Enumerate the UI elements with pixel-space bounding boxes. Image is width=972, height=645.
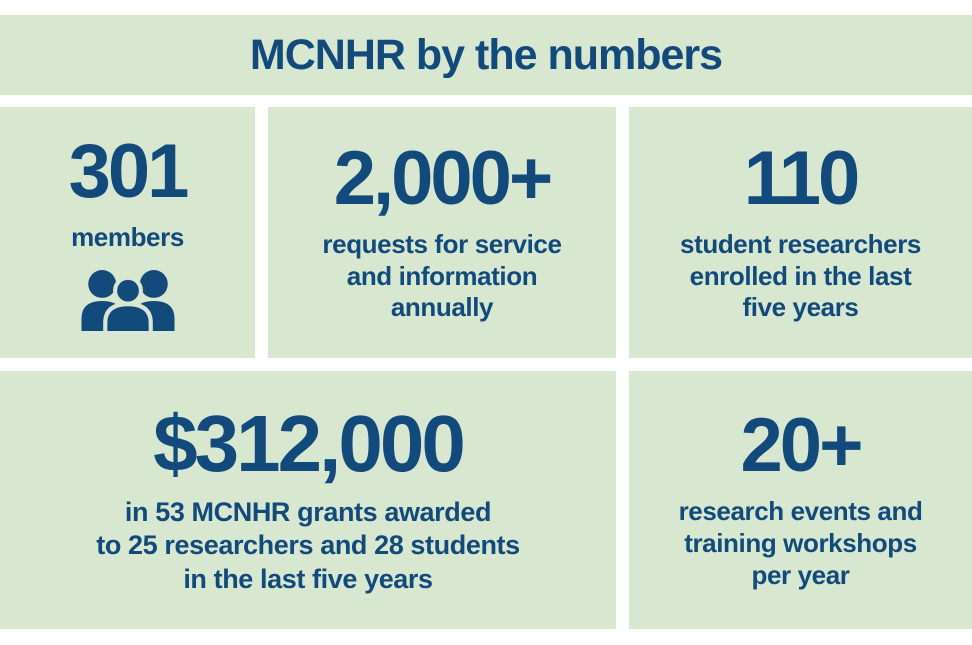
- header-band: [0, 15, 972, 95]
- stat-panel-student-researchers: [629, 107, 972, 358]
- stat-label-line: members: [71, 221, 184, 252]
- stat-label-line: requests for service: [322, 228, 562, 259]
- people-group-icon: [80, 269, 176, 331]
- stat-value-grants: $312,000: [153, 398, 463, 488]
- stat-label-line: training workshops: [684, 528, 917, 559]
- stat-label-student-researchers: [680, 229, 921, 324]
- stat-label-line: five years: [742, 292, 859, 323]
- stat-label-line: in 53 MCNHR grants awarded: [124, 496, 492, 527]
- stat-label-line: and information: [346, 260, 538, 291]
- stat-value-events: 20+: [740, 403, 861, 489]
- stat-label-line: research events and: [678, 496, 923, 527]
- stat-panel-requests: [268, 107, 616, 358]
- stat-label-line: student researchers: [680, 228, 921, 259]
- stat-value-student-researchers: 110: [743, 135, 858, 221]
- stat-panel-members: [0, 107, 255, 358]
- stat-label-line: to 25 researchers and 28 students: [96, 530, 520, 561]
- stat-value-members: 301: [68, 128, 187, 214]
- stat-label-line: annually: [390, 292, 494, 323]
- stat-label-line: in the last five years: [183, 563, 433, 594]
- stat-label-requests: [322, 229, 561, 324]
- stat-label-line: per year: [751, 559, 850, 590]
- stat-label-grants: [96, 496, 520, 596]
- stat-panel-events: [629, 371, 972, 629]
- stat-label-events: [679, 496, 923, 591]
- stat-label-members: [71, 222, 184, 254]
- stat-label-line: enrolled in the last: [689, 260, 912, 291]
- stat-panel-grants: [0, 371, 616, 629]
- page-title: MCNHR by the numbers: [249, 30, 723, 79]
- stat-value-requests: 2,000+: [333, 135, 551, 221]
- stats-grid: [0, 107, 972, 629]
